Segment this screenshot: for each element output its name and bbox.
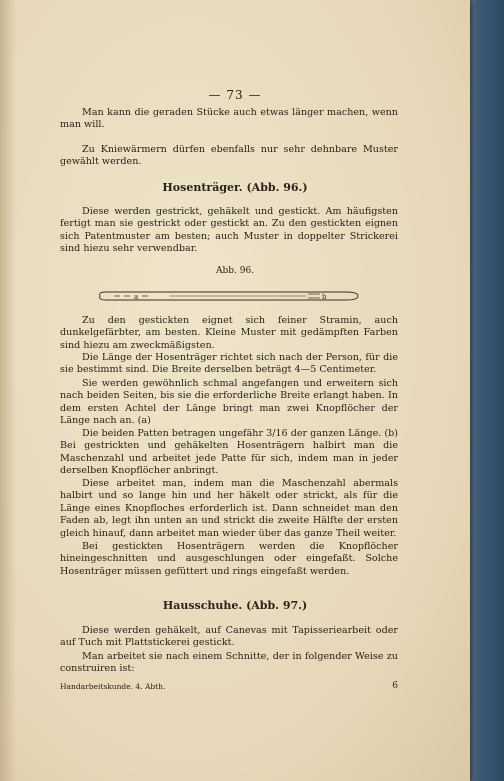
section2-paragraph-1: Diese werden gehäkelt, auf Canevas mit Tapisseriearbeit oder auf Tuch mit Plattstickerei gestickt. (60, 625, 398, 649)
section1-paragraph-5: Die beiden Patten betragen ungefähr 3/16 der ganzen Länge. (b) Bei gestrickten und gehäkelten Hosenträgern halbirt man die Maschenzahl und arbeitet jede Patte für sich, indem man in jeder derselben Knopflöcher anbringt. (60, 428, 398, 477)
section1-paragraph-1: Diese werden gestrickt, gehäkelt und gestickt. Am häufigsten fertigt man sie gestrickt oder gestickt an. Zu den gestickten eignen sich Patentmuster am besten; auch Muster in doppelter Strickerei sind hiezu sehr verwendbar. (60, 206, 398, 255)
intro-paragraph-1: Man kann die geraden Stücke auch etwas länger machen, wenn man will. (60, 107, 398, 131)
figure-mark-b: b (322, 293, 327, 301)
footer-title: Handarbeitskunde. 4. Abth. (60, 682, 166, 691)
figure-label: Abb. 96. (215, 266, 255, 276)
section1-paragraph-4: Sie werden gewöhnlich schmal angefangen und erweitern sich nach beiden Seiten, bis sie die erforderliche Breite erlangt haben. In dem ersten Achtel der Länge bringt man zwei Knopflöcher der Länge nach an. (a) (60, 378, 398, 427)
section1-paragraph-3: Die Länge der Hosenträger richtet sich nach der Person, für die sie bestimmt sind. Die Breite derselben beträgt 4—5 Centimeter. (60, 352, 398, 376)
section-heading-hausschuhe: Hausschuhe. (Abb. 97.) (162, 599, 308, 612)
figure-mark-a: a (134, 293, 139, 301)
intro-paragraph-2: Zu Kniewärmern dürfen ebenfalls nur sehr dehnbare Muster gewählt werden. (60, 144, 398, 168)
footer-signature: 6 (392, 681, 398, 691)
suspender-figure (96, 289, 360, 303)
page-gutter (0, 0, 16, 781)
section-heading-hosentraeger: Hosenträger. (Abb. 96.) (162, 181, 308, 194)
section1-paragraph-6: Diese arbeitet man, indem man die Maschenzahl abermals halbirt und so lange hin und her häkelt oder strickt, als für die Länge eines Knopfloches erforderlich ist. Dann schneidet man den Faden ab, legt ihn unten an und strickt die zweite Hälfte der ersten gleich hinauf, dann arbeitet man wieder über das ganze Theil weiter. (60, 478, 398, 539)
section1-paragraph-2: Zu den gestickten eignet sich feiner Stramin, auch dunkelgefärbter, am besten. Kleine Muster mit gedämpften Farben sind hiezu am zweckmäßigsten. (60, 315, 398, 351)
section2-paragraph-2: Man arbeitet sie nach einem Schnitte, der in folgender Weise zu construiren ist: (60, 651, 398, 675)
page-footer (60, 682, 398, 691)
section1-paragraph-7: Bei gestickten Hosenträgern werden die Knopflöcher hineingeschnitten und ausgeschlungen oder eingefaßt. Solche Hosenträger müssen gefüttert und rings eingefaßt werden. (60, 541, 398, 577)
page-number: — 73 — (208, 88, 262, 102)
book-cover-edge (466, 0, 504, 781)
